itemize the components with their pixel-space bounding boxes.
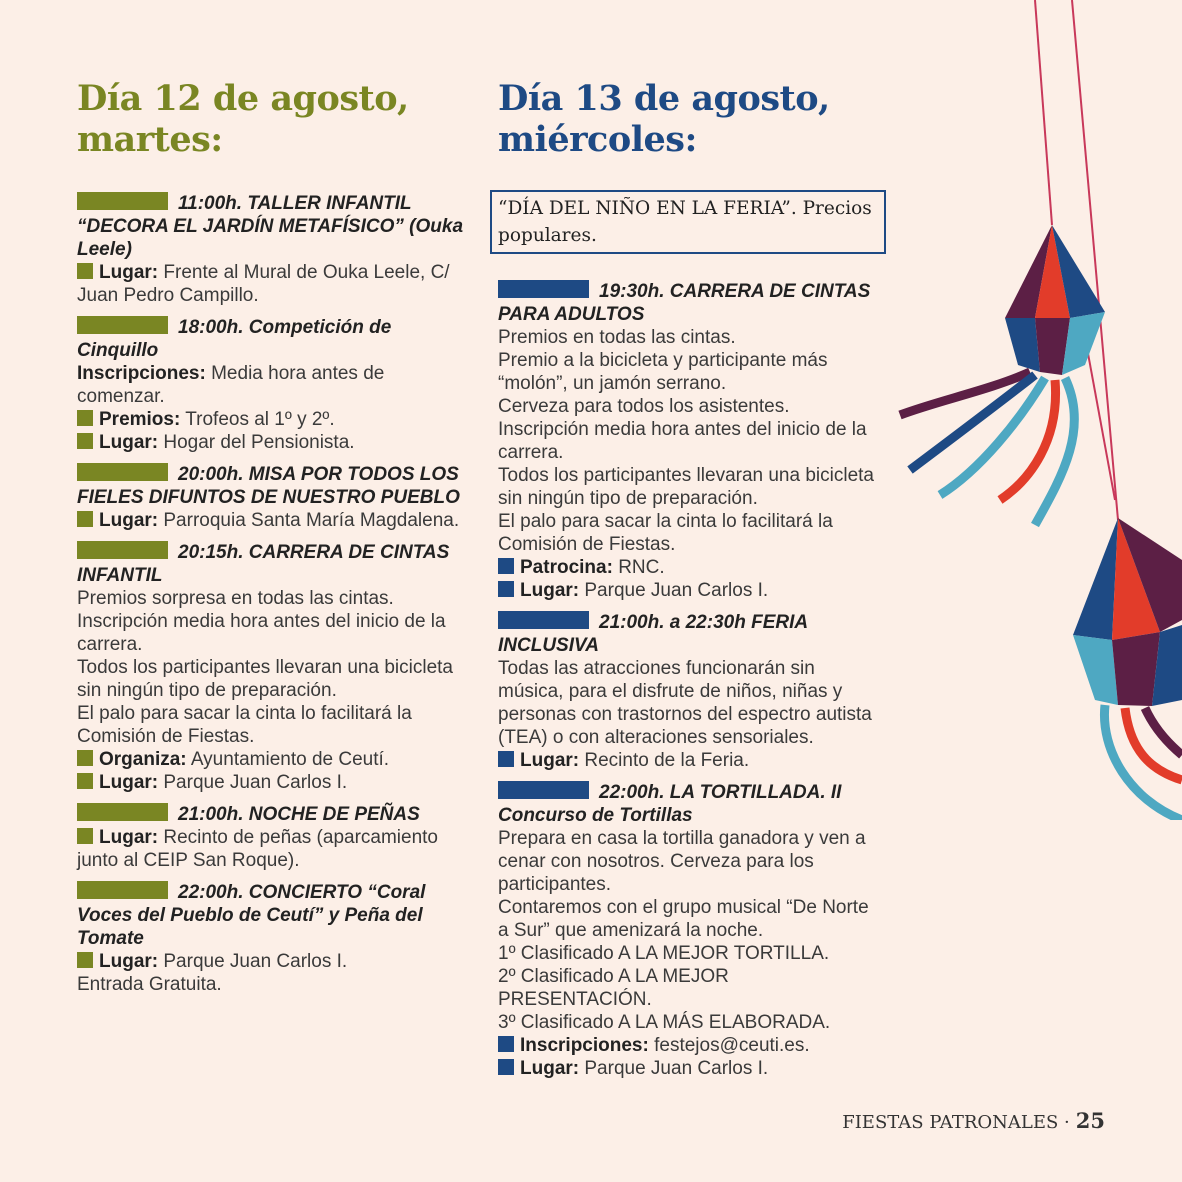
event-bar-marker xyxy=(77,463,168,481)
event-detail xyxy=(77,431,469,454)
detail-text: Todos los participantes llevaran una bicicleta sin ningún tipo de preparación. xyxy=(77,657,453,701)
detail-text: RNC. xyxy=(612,557,665,578)
event-bar-marker xyxy=(498,611,589,629)
detail-text: Frente al Mural de Ouka Leele, C/ Juan Pedro Campillo. xyxy=(77,262,450,306)
square-bullet-icon xyxy=(77,263,93,279)
detail-label: Lugar: xyxy=(99,827,159,848)
event-detail xyxy=(498,510,883,556)
detail-text: Hogar del Pensionista. xyxy=(158,432,355,453)
event-item xyxy=(77,803,469,872)
detail-text: Premio a la bicicleta y participante más “molón”, un jamón serrano. xyxy=(498,350,828,394)
event-item xyxy=(77,316,469,454)
square-bullet-icon xyxy=(498,1059,514,1075)
event-detail xyxy=(77,610,469,656)
detail-text: 2º Clasificado A LA MEJOR PRESENTACIÓN. xyxy=(498,966,729,1010)
event-item xyxy=(77,881,469,996)
square-bullet-icon xyxy=(77,828,93,844)
detail-text: El palo para sacar la cinta lo facilitará la Comisión de Fiestas. xyxy=(77,703,412,747)
event-detail xyxy=(498,326,883,349)
event-item xyxy=(77,192,469,307)
event-detail xyxy=(77,408,469,431)
event-detail xyxy=(77,702,469,748)
day-12-column xyxy=(77,78,469,1005)
detail-text: 3º Clasificado A LA MÁS ELABORADA. xyxy=(498,1012,831,1033)
event-detail xyxy=(498,965,883,1011)
detail-label: Lugar: xyxy=(520,750,580,771)
event-title xyxy=(77,541,469,587)
event-detail xyxy=(77,771,469,794)
detail-text: Parroquia Santa María Magdalena. xyxy=(158,510,460,531)
event-detail xyxy=(498,896,883,942)
square-bullet-icon xyxy=(498,751,514,767)
detail-text: Recinto de la Feria. xyxy=(579,750,750,771)
event-detail xyxy=(498,1034,883,1057)
day-13-notice: “DÍA DEL NIÑO EN LA FERIA”. Precios populares. xyxy=(490,190,886,254)
event-item xyxy=(77,463,469,532)
event-detail xyxy=(498,579,883,602)
square-bullet-icon xyxy=(77,952,93,968)
detail-label: Lugar: xyxy=(99,432,159,453)
detail-text: Parque Juan Carlos I. xyxy=(579,1058,769,1079)
event-detail xyxy=(77,973,469,996)
event-bar-marker xyxy=(77,192,168,210)
event-detail xyxy=(498,1057,883,1080)
event-detail xyxy=(498,1011,883,1034)
detail-text: Media hora antes de comenzar. xyxy=(77,363,385,407)
detail-label: Lugar: xyxy=(520,1058,580,1079)
event-detail xyxy=(498,418,883,464)
event-title xyxy=(77,463,469,509)
event-title xyxy=(77,316,469,362)
square-bullet-icon xyxy=(77,750,93,766)
event-detail xyxy=(77,261,469,307)
detail-text: Entrada Gratuita. xyxy=(77,974,222,995)
detail-label: Premios: xyxy=(99,409,181,430)
detail-label: Organiza: xyxy=(99,749,187,770)
event-title xyxy=(77,881,469,950)
lantern-bottom-icon xyxy=(1073,518,1182,820)
event-bar-marker xyxy=(77,881,168,899)
detail-text: 1º Clasificado A LA MEJOR TORTILLA. xyxy=(498,943,830,964)
event-detail xyxy=(77,748,469,771)
event-detail xyxy=(498,349,883,395)
detail-text: Premios en todas las cintas. xyxy=(498,327,736,348)
detail-text: Trofeos al 1º y 2º. xyxy=(180,409,335,430)
event-detail xyxy=(498,464,883,510)
square-bullet-icon xyxy=(77,410,93,426)
event-title-text: 21:00h. NOCHE DE PEÑAS xyxy=(178,804,420,825)
event-item xyxy=(498,611,883,772)
detail-label: Lugar: xyxy=(99,951,159,972)
lantern-top-icon xyxy=(900,225,1105,525)
day-13-column xyxy=(498,78,883,1089)
event-title-text: 22:00h. CONCIERTO “Coral Voces del Pueblo de Ceutí” y Peña del Tomate xyxy=(77,882,426,949)
event-title xyxy=(77,192,469,261)
detail-text: El palo para sacar la cinta lo facilitará la Comisión de Fiestas. xyxy=(498,511,833,555)
event-title xyxy=(77,803,469,826)
event-detail xyxy=(498,395,883,418)
square-bullet-icon xyxy=(77,511,93,527)
square-bullet-icon xyxy=(498,558,514,574)
event-title-text: 18:00h. Competición de Cinquillo xyxy=(77,317,392,361)
event-detail xyxy=(77,826,469,872)
event-item xyxy=(77,541,469,794)
event-title-text: 20:00h. MISA POR TODOS LOS FIELES DIFUNTOS DE NUESTRO PUEBLO xyxy=(77,464,460,508)
detail-label: Inscripciones: xyxy=(520,1035,649,1056)
event-detail xyxy=(498,657,883,749)
event-bar-marker xyxy=(498,280,589,298)
page-footer xyxy=(842,1108,1105,1133)
detail-text: Recinto de peñas (aparcamiento junto al CEIP San Roque). xyxy=(77,827,438,871)
square-bullet-icon xyxy=(498,581,514,597)
event-title xyxy=(498,280,883,326)
detail-text: Parque Juan Carlos I. xyxy=(158,951,348,972)
event-title-text: 20:15h. CARRERA DE CINTAS INFANTIL xyxy=(77,542,450,586)
detail-text: Todas las atracciones funcionarán sin música, para el disfrute de niños, niñas y personas con trastornos del espectro autista (TEA) o con alteraciones sensoriales. xyxy=(498,658,872,748)
detail-label: Patrocina: xyxy=(520,557,613,578)
event-detail xyxy=(77,362,469,408)
square-bullet-icon xyxy=(77,433,93,449)
event-bar-marker xyxy=(498,781,589,799)
event-item xyxy=(498,781,883,1080)
event-detail xyxy=(498,827,883,896)
event-bar-marker xyxy=(77,803,168,821)
event-title xyxy=(498,781,883,827)
detail-text: Inscripción media hora antes del inicio de la carrera. xyxy=(498,419,867,463)
event-detail xyxy=(77,950,469,973)
event-title xyxy=(498,611,883,657)
event-detail xyxy=(77,587,469,610)
detail-text: Parque Juan Carlos I. xyxy=(579,580,769,601)
event-detail xyxy=(77,656,469,702)
detail-text: Premios sorpresa en todas las cintas. xyxy=(77,588,394,609)
square-bullet-icon xyxy=(498,1036,514,1052)
event-detail xyxy=(77,509,469,532)
event-detail xyxy=(498,942,883,965)
detail-text: Contaremos con el grupo musical “De Norte a Sur” que amenizará la noche. xyxy=(498,897,869,941)
day-12-heading: Día 12 de agosto, martes: xyxy=(77,78,409,160)
page-number: 25 xyxy=(1075,1108,1105,1133)
detail-text: Todos los participantes llevaran una bicicleta sin ningún tipo de preparación. xyxy=(498,465,874,509)
event-bar-marker xyxy=(77,541,168,559)
event-bar-marker xyxy=(77,316,168,334)
event-title-text: 19:30h. CARRERA DE CINTAS PARA ADULTOS xyxy=(498,281,871,325)
event-detail xyxy=(498,749,883,772)
day-13-heading: Día 13 de agosto, miércoles: xyxy=(498,78,830,160)
section-name: FIESTAS PATRONALES · xyxy=(842,1112,1070,1133)
event-detail xyxy=(498,556,883,579)
event-title-text: 22:00h. LA TORTILLADA. II Concurso de Tortillas xyxy=(498,782,842,826)
detail-label: Lugar: xyxy=(99,262,159,283)
detail-text: festejos@ceuti.es. xyxy=(648,1035,810,1056)
event-title-text: 11:00h. TALLER INFANTIL “DECORA EL JARDÍN METAFÍSICO” (Ouka Leele) xyxy=(77,193,464,260)
detail-label: Lugar: xyxy=(99,772,159,793)
detail-text: Ayuntamiento de Ceutí. xyxy=(186,749,390,770)
detail-text: Cerveza para todos los asistentes. xyxy=(498,396,790,417)
detail-text: Parque Juan Carlos I. xyxy=(158,772,348,793)
event-title-text: 21:00h. a 22:30h FERIA INCLUSIVA xyxy=(498,612,808,656)
lantern-decoration xyxy=(890,0,1182,820)
detail-text: Inscripción media hora antes del inicio de la carrera. xyxy=(77,611,446,655)
event-item xyxy=(498,280,883,602)
detail-label: Lugar: xyxy=(520,580,580,601)
square-bullet-icon xyxy=(77,773,93,789)
detail-label: Inscripciones: xyxy=(77,363,206,384)
detail-text: Prepara en casa la tortilla ganadora y ven a cenar con nosotros. Cerveza para los participantes. xyxy=(498,828,866,895)
detail-label: Lugar: xyxy=(99,510,159,531)
